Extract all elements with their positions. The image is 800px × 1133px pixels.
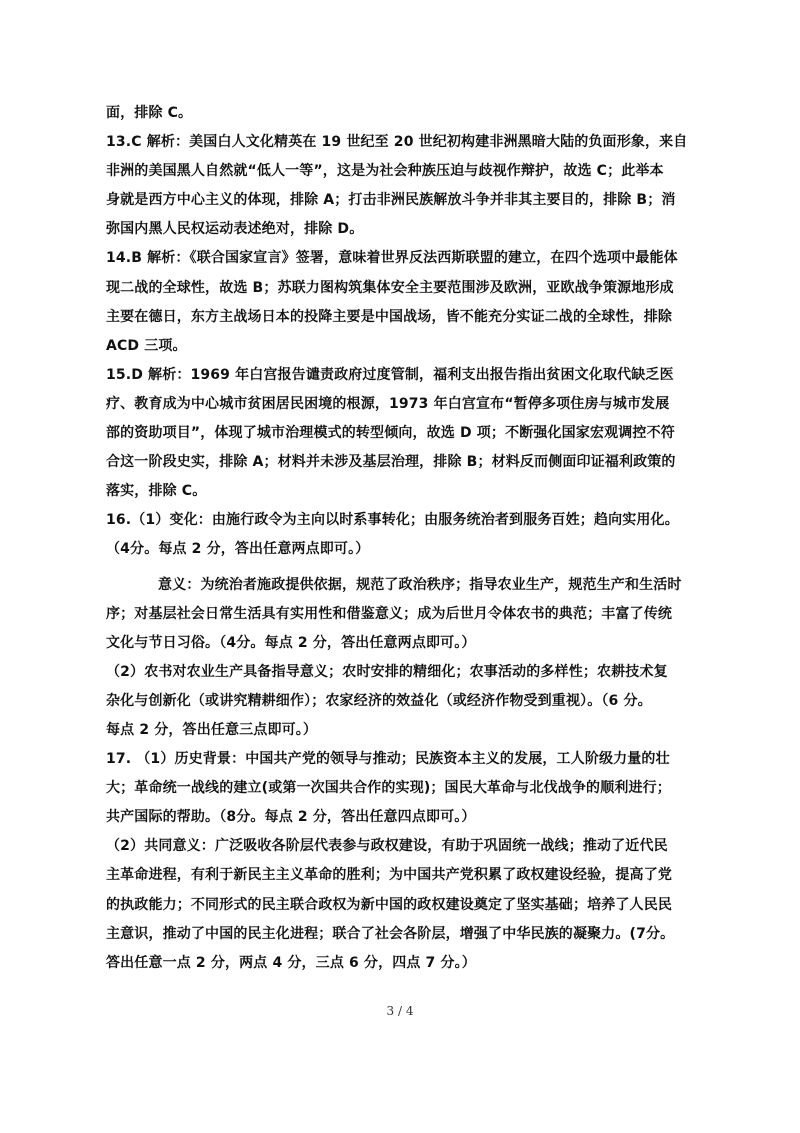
text-line: 的执政能力；不同形式的民主联合政权为新中国的政权建设奠定了坚实基础；培养了人民民 <box>106 896 672 913</box>
text-line: 意义：为统治者施政提供依据，规范了政治秩序；指导农业生产，规范生产和生活时 <box>158 576 682 593</box>
text-line: 弥国内黑人民权运动表述绝对，排除 D。 <box>106 221 364 238</box>
page-number: 3 / 4 <box>386 1004 414 1018</box>
text-line: 序；对基层社会日常生活具有实用性和借鉴意义；成为后世月令体农书的典范；丰富了传统 <box>106 605 672 622</box>
text-line: 答出任意一点 2 分，两点 4 分，三点 6 分，四点 7 分。） <box>106 954 476 971</box>
text-line: 大；革命统一战线的建立(或第一次国共合作的实现)；国民大革命与北伐战争的顺利进行； <box>106 780 671 797</box>
text-line: 主意识，推动了中国的民主化进程；联合了社会各阶层，增强了中华民族的凝聚力。(7分。 <box>106 925 675 942</box>
text-line: 文化与节日习俗。（4分。每点 2 分，答出任意两点即可。） <box>106 634 476 651</box>
text-line: 面，排除 C。 <box>106 105 193 121</box>
text-line: 主革命进程，有利于新民主主义革命的胜利；为中国共产党积累了政权建设经验，提高了党 <box>106 867 672 884</box>
text-line: （2）共同意义：广泛吸收各阶层代表参与政权建设，有助于巩固统一战线；推动了近代民 <box>106 838 668 855</box>
text-line: （2）农书对农业生产具备指导意义；农时安排的精细化；农事活动的多样性；农耕技术复 <box>106 663 668 680</box>
text-line: 部的资助项目”，体现了城市治理模式的转型倾向，故选 D 项；不断强化国家宏观调控不符 <box>106 425 675 442</box>
text-line: 15.D 解析：1969 年白宫报告谴责政府过度管制，福利支出报告指出贫困文化取代缺乏医 <box>106 366 674 383</box>
text-line: 每点 2 分，答出任意三点即可。） <box>106 721 318 738</box>
text-line: 杂化与创新化（或讲究精耕细作）；农家经济的效益化（或经济作物受到重视）。（6 分。 <box>106 692 652 709</box>
text-line: 落实，排除 C。 <box>106 483 207 500</box>
text-line: 身就是西方中心主义的体现，排除 A；打击非洲民族解放斗争并非其主要目的，排除 B；消 <box>106 192 676 209</box>
text-line: 16.（1）变化：由施行政令为主向以时系事转化；由服务统治者到服务百姓；趋向实用化。 <box>106 512 679 529</box>
text-line: 疗、教育成为中心城市贫困居民困境的根源，1973 年白宫宣布“暂停多项住房与城市发展 <box>106 395 670 412</box>
text-line: 主要在德日，东方主战场日本的投降主要是中国战场，皆不能充分实证二战的全球性，排除 <box>106 308 672 325</box>
text-line: 14.B 解析：《联合国家宣言》签署，意味着世界反法西斯联盟的建立，在四个选项中最能体 <box>106 250 678 267</box>
text-line: ACD 三项。 <box>106 337 187 354</box>
text-line: （4分。每点 2 分，答出任意两点即可。） <box>106 541 370 558</box>
text-line: 现二战的全球性，故选 B；苏联力图构筑集体安全主要范围涉及欧洲，亚欧战争策源地形成 <box>106 279 674 296</box>
text-line: 17. （1）历史背景：中国共产党的领导与推动；民族资本主义的发展，工人阶级力量的壮 <box>106 751 670 768</box>
text-line: 非洲的美国黑人自然就“低人一等”，这是为社会种族压迫与歧视作辩护，故选 C；此举本 <box>106 163 664 180</box>
text-line: 合这一阶段史实，排除 A；材料并未涉及基层治理，排除 B；材料反而侧面印证福利政策的 <box>106 454 676 471</box>
text-line: 共产国际的帮助。（8分。每点 2 分，答出任意四点即可。） <box>106 809 476 826</box>
text-line: 13.C 解析：美国白人文化精英在 19 世纪至 20 世纪初构建非洲黑暗大陆的负面形象，来自 <box>106 134 688 151</box>
answer-key-body <box>106 99 696 978</box>
